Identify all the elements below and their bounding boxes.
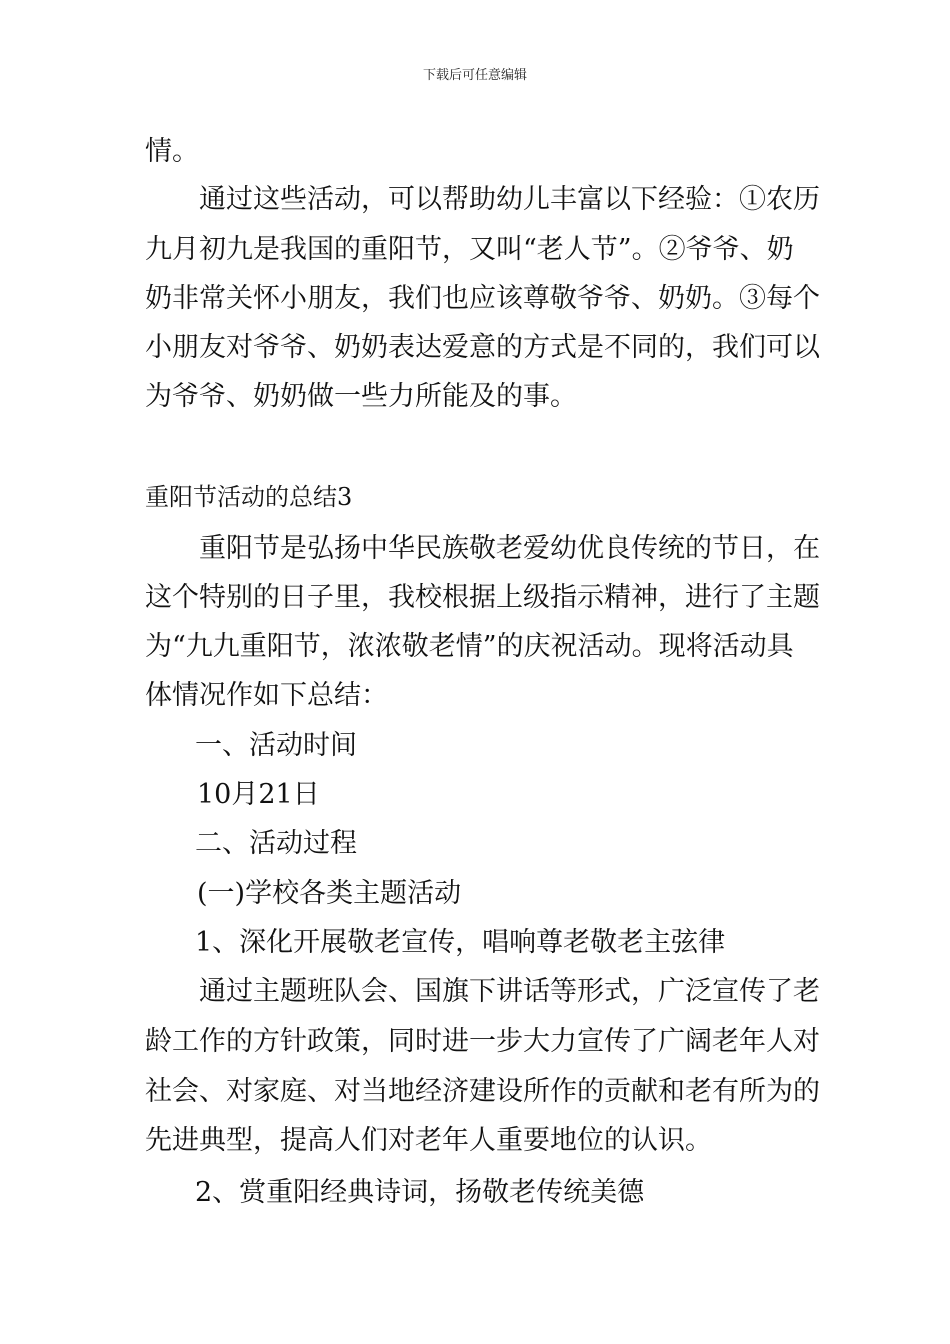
paragraph-line: 为“九九重阳节，浓浓敬老情”的庆祝活动。现将活动具 <box>145 631 794 662</box>
subsection-heading: 二、活动过程 <box>195 828 357 859</box>
paragraph-line: 通过主题班队会、国旗下讲话等形式，广泛宣传了老 <box>199 976 820 1007</box>
paragraph-line: 10月21日 <box>197 779 320 810</box>
paragraph-line: 这个特别的日子里，我校根据上级指示精神，进行了主题 <box>145 582 820 613</box>
page-header: 下载后可任意编辑 <box>422 68 527 83</box>
paragraph-line: 小朋友对爷爷、奶奶表达爱意的方式是不同的，我们可以 <box>145 332 820 363</box>
subsection-heading: 2、赏重阳经典诗词，扬敬老传统美德 <box>195 1177 645 1208</box>
paragraph-line: 情。 <box>145 136 199 167</box>
paragraph-line: 龄工作的方针政策，同时进一步大力宣传了广阔老年人对 <box>145 1026 820 1057</box>
paragraph-line: 通过这些活动，可以帮助幼儿丰富以下经验：①农历 <box>199 184 820 215</box>
paragraph-line: 社会、对家庭、对当地经济建设所作的贡献和老有所为的 <box>145 1076 820 1107</box>
paragraph-line: 九月初九是我国的重阳节，又叫“老人节”。②爷爷、奶 <box>145 234 794 265</box>
paragraph-line: 重阳节是弘扬中华民族敬老爱幼优良传统的节日，在 <box>199 533 820 564</box>
subsection-heading: 1、深化开展敬老宣传，唱响尊老敬老主弦律 <box>195 927 726 958</box>
subsection-heading: (一)学校各类主题活动 <box>197 878 462 909</box>
section-heading: 重阳节活动的总结3 <box>145 483 353 511</box>
paragraph-line: 奶非常关怀小朋友，我们也应该尊敬爷爷、奶奶。③每个 <box>145 283 820 314</box>
paragraph-line: 体情况作如下总结： <box>145 680 388 711</box>
subsection-heading: 一、活动时间 <box>195 730 357 761</box>
paragraph-line: 为爷爷、奶奶做一些力所能及的事。 <box>145 381 577 412</box>
paragraph-line: 先进典型，提高人们对老年人重要地位的认识。 <box>145 1125 712 1156</box>
